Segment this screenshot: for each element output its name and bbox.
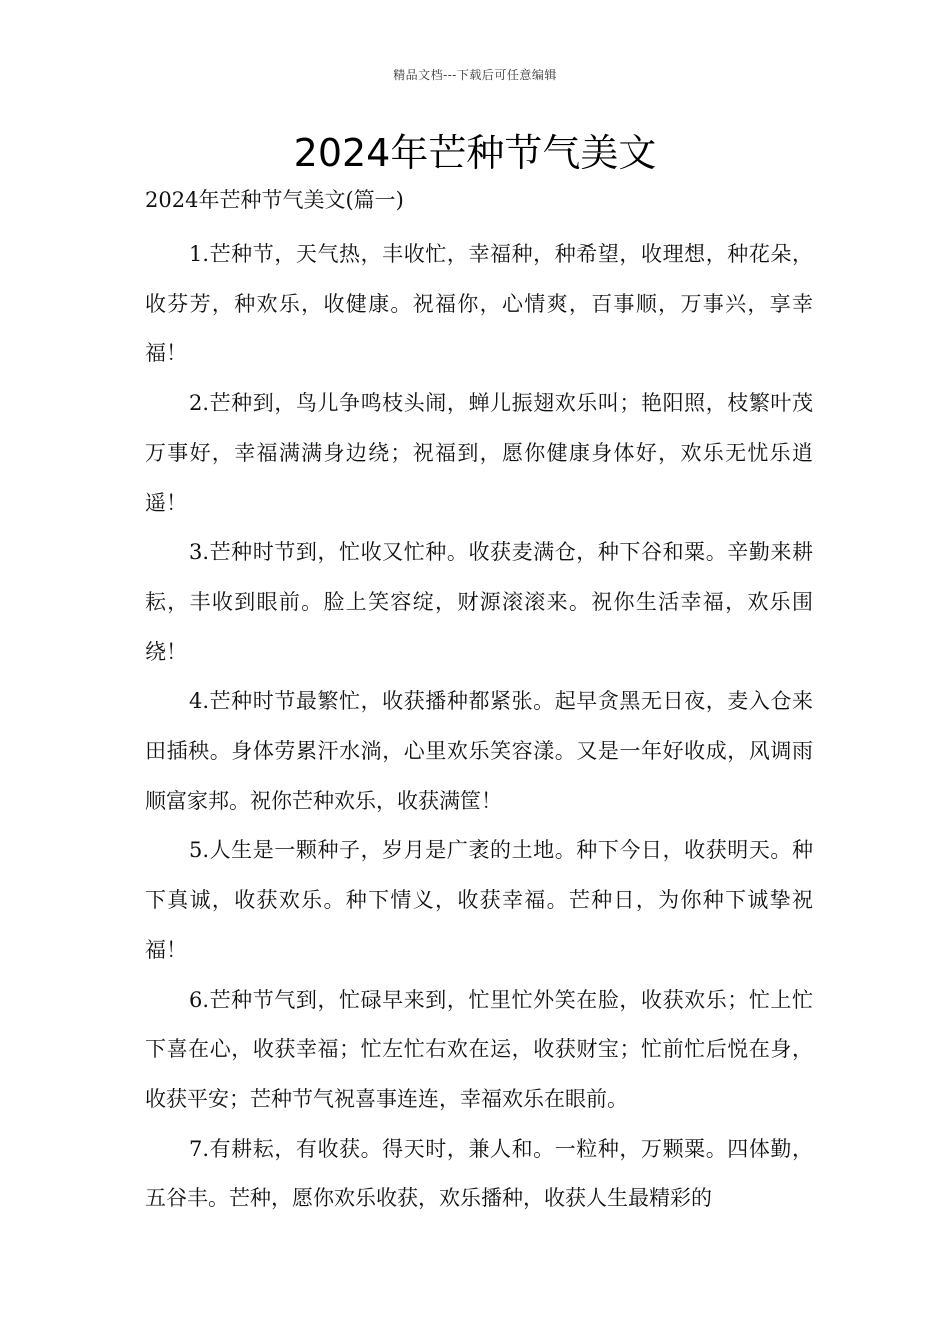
paragraph-4: 4.芒种时节最繁忙，收获播种都紧张。起早贪黑无日夜，麦入仓来田插秧。身体劳累汗水淌，心里欢乐笑容漾。又是一年好收成，风调雨顺富家邦。祝你芒种欢乐，收获满筐！ [145, 689, 813, 813]
paragraph-2: 2.芒种到，鸟儿争鸣枝头闹，蝉儿振翅欢乐叫；艳阳照，枝繁叶茂万事好，幸福满满身边绕；祝福到，愿你健康身体好，欢乐无忧乐逍遥！ [145, 391, 813, 515]
header-note: 精品文档---下载后可任意编辑 [393, 68, 557, 82]
page-title: 2024年芒种节气美文 [293, 131, 657, 175]
paragraph-3: 3.芒种时节到，忙收又忙种。收获麦满仓，种下谷和粟。辛勤来耕耘，丰收到眼前。脸上笑容绽，财源滚滚来。祝你生活幸福，欢乐围绕！ [145, 540, 813, 664]
section-subtitle: 2024年芒种节气美文(篇一) [145, 188, 404, 212]
paragraph-5: 5.人生是一颗种子，岁月是广袤的土地。种下今日，收获明天。种下真诚，收获欢乐。种下情义，收获幸福。芒种日，为你种下诚挚祝福！ [145, 838, 813, 962]
article-body [145, 180, 813, 1224]
paragraph-1: 1.芒种节，天气热，丰收忙，幸福种，种希望，收理想，种花朵，收芬芳，种欢乐，收健康。祝福你，心情爽，百事顺，万事兴，享幸福！ [145, 242, 813, 366]
paragraph-6: 6.芒种节气到，忙碌早来到，忙里忙外笑在脸，收获欢乐；忙上忙下喜在心，收获幸福；忙左忙右欢在运，收获财宝；忙前忙后悦在身，收获平安；芒种节气祝喜事连连，幸福欢乐在眼前。 [145, 987, 813, 1111]
paragraph-7: 7.有耕耘，有收获。得天时，兼人和。一粒种，万颗粟。四体勤，五谷丰。芒种，愿你欢乐收获，欢乐播种，收获人生最精彩的 [145, 1136, 813, 1211]
